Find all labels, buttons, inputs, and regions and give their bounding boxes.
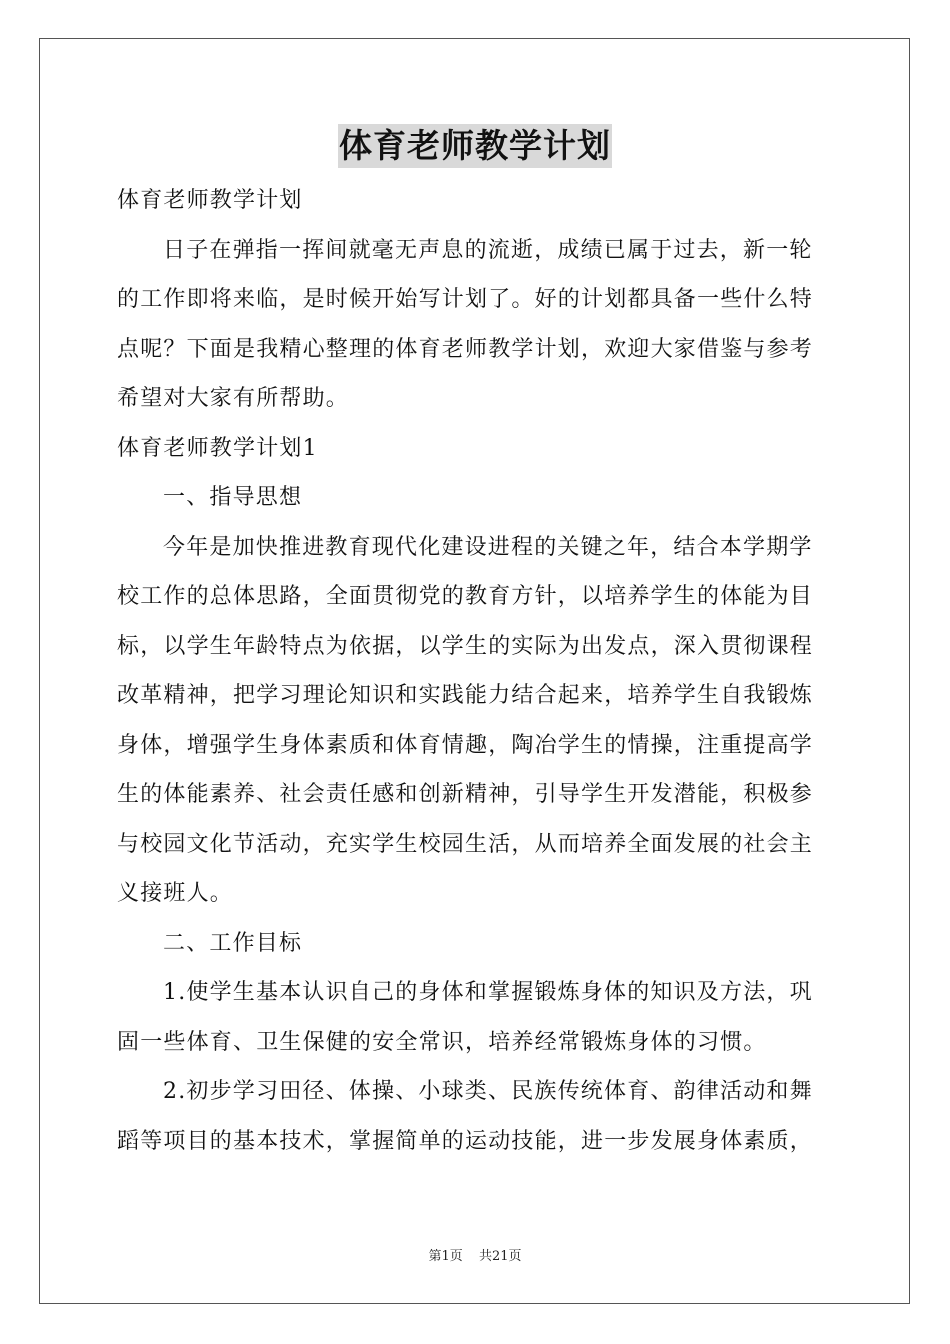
paragraph-line: 点呢？下面是我精心整理的体育老师教学计划，欢迎大家借鉴与参考 — [117, 336, 814, 362]
paragraph-line: 日子在弹指一挥间就毫无声息的流逝，成绩已属于过去，新一轮 — [163, 237, 813, 263]
list-item-line: 固一些体育、卫生保健的安全常识，培养经常锻炼身体的习惯。 — [117, 1029, 767, 1055]
paragraph-line: 标，以学生年龄特点为依据，以学生的实际为出发点，深入贯彻课程 — [117, 633, 814, 659]
paragraph-line: 校工作的总体思路，全面贯彻党的教育方针，以培养学生的体能为目 — [117, 584, 814, 609]
paragraph-line: 今年是加快推进教育现代化建设进程的关键之年，结合本学期学 — [163, 534, 813, 560]
subtitle-line: 体育老师教学计划 — [117, 188, 303, 213]
paragraph-line: 改革精神，把学习理论知识和实践能力结合起来，培养学生自我锻炼 — [117, 683, 814, 708]
paragraph-line: 与校园文化节活动，充实学生校园生活，从而培养全面发展的社会主 — [117, 831, 814, 857]
page-footer — [0, 1245, 950, 1264]
list-item-line: 蹈等项目的基本技术，掌握简单的运动技能，进一步发展身体素质， — [117, 1128, 814, 1154]
document-title: 体育老师教学计划 — [338, 124, 612, 168]
paragraph-line: 希望对大家有所帮助。 — [117, 386, 350, 411]
list-item-line: 2.初步学习田径、体操、小球类、民族传统体育、韵律活动和舞 — [163, 1079, 813, 1104]
paragraph-line: 生的体能素养、社会责任感和创新精神，引导学生开发潜能，积极参 — [117, 782, 814, 807]
list-item-line: 1.使学生基本认识自己的身体和掌握锻炼身体的知识及方法，巩 — [163, 980, 813, 1005]
paragraph-line: 身体，增强学生身体素质和体育情趣，陶冶学生的情操，注重提高学 — [117, 732, 814, 758]
paragraph-line: 的工作即将来临，是时候开始写计划了。好的计划都具备一些什么特 — [117, 287, 814, 312]
subsection-heading: 二、工作目标 — [163, 930, 303, 956]
page-number: 第1页 — [428, 1249, 463, 1264]
title-container — [0, 124, 950, 168]
paragraph-line: 义接班人。 — [117, 881, 234, 906]
subsection-heading: 一、指导思想 — [163, 485, 303, 510]
page-total: 共21页 — [478, 1249, 522, 1264]
document-body — [117, 176, 833, 1166]
section-heading: 体育老师教学计划1 — [117, 435, 318, 461]
